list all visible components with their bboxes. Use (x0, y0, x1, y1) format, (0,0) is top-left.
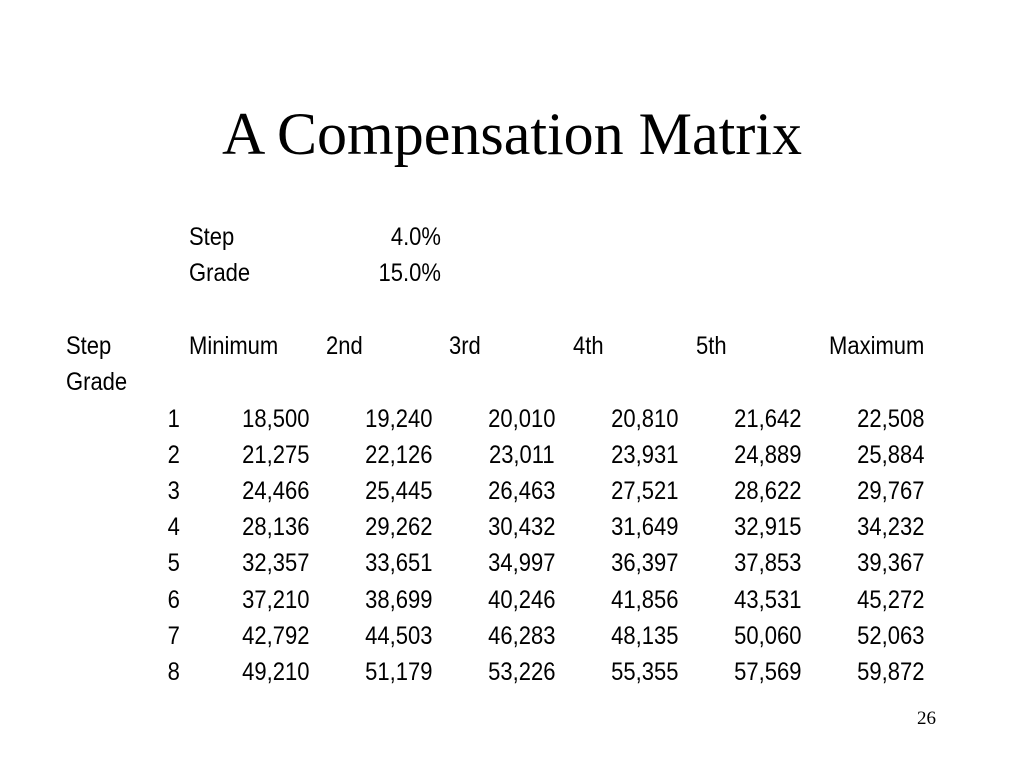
salary-cell: 43,531 (733, 586, 801, 614)
salary-cell: 34,232 (856, 513, 924, 541)
salary-cell: 46,283 (487, 622, 555, 650)
param-step-label: Step (189, 223, 235, 251)
salary-cell: 23,011 (489, 441, 555, 469)
salary-cell: 20,810 (610, 405, 678, 433)
salary-cell: 22,126 (364, 441, 432, 469)
column-header-minimum: Minimum (189, 332, 279, 360)
grade-cell: 6 (167, 586, 180, 614)
salary-cell: 30,432 (487, 513, 555, 541)
salary-cell: 25,445 (364, 477, 432, 505)
param-step-value: 4.0% (390, 223, 441, 251)
salary-cell: 44,503 (364, 622, 432, 650)
salary-cell: 41,856 (610, 586, 678, 614)
salary-cell: 37,210 (241, 586, 309, 614)
page-title: A Compensation Matrix (222, 101, 802, 167)
salary-cell: 29,262 (364, 513, 432, 541)
salary-cell: 39,367 (856, 549, 924, 577)
salary-cell: 28,622 (733, 477, 801, 505)
salary-cell: 50,060 (733, 622, 801, 650)
salary-cell: 21,275 (241, 441, 309, 469)
column-header-3rd: 3rd (449, 332, 481, 360)
salary-cell: 19,240 (364, 405, 432, 433)
salary-cell: 24,889 (733, 441, 801, 469)
salary-cell: 49,210 (241, 658, 309, 686)
row-header-grade: Grade (66, 368, 128, 396)
salary-cell: 22,508 (856, 405, 924, 433)
salary-cell: 59,872 (856, 658, 924, 686)
grade-cell: 5 (167, 549, 180, 577)
salary-cell: 52,063 (856, 622, 924, 650)
salary-cell: 33,651 (364, 549, 432, 577)
column-header-2nd: 2nd (326, 332, 363, 360)
salary-cell: 26,463 (487, 477, 555, 505)
grade-cell: 4 (167, 513, 180, 541)
param-grade-label: Grade (189, 259, 251, 287)
salary-cell: 21,642 (733, 405, 801, 433)
salary-cell: 40,246 (487, 586, 555, 614)
column-header-maximum: Maximum (828, 332, 924, 360)
salary-cell: 27,521 (610, 477, 678, 505)
salary-cell: 36,397 (610, 549, 678, 577)
grade-cell: 1 (167, 405, 180, 433)
salary-cell: 29,767 (856, 477, 924, 505)
salary-cell: 32,357 (241, 549, 309, 577)
salary-cell: 51,179 (364, 658, 432, 686)
salary-cell: 28,136 (241, 513, 309, 541)
salary-cell: 18,500 (241, 405, 309, 433)
salary-cell: 37,853 (733, 549, 801, 577)
salary-cell: 53,226 (487, 658, 555, 686)
salary-cell: 20,010 (487, 405, 555, 433)
column-header-4th: 4th (573, 332, 604, 360)
salary-cell: 32,915 (733, 513, 801, 541)
salary-cell: 57,569 (733, 658, 801, 686)
grade-cell: 3 (167, 477, 180, 505)
grade-cell: 2 (167, 441, 180, 469)
salary-cell: 25,884 (856, 441, 924, 469)
grade-cell: 7 (167, 622, 180, 650)
salary-cell: 45,272 (856, 586, 924, 614)
param-grade-value: 15.0% (378, 259, 441, 287)
salary-cell: 34,997 (487, 549, 555, 577)
page-number: 26 (917, 708, 936, 729)
salary-cell: 31,649 (610, 513, 678, 541)
salary-cell: 23,931 (610, 441, 678, 469)
grade-cell: 8 (167, 658, 180, 686)
column-header-5th: 5th (696, 332, 727, 360)
salary-cell: 38,699 (364, 586, 432, 614)
row-header-step: Step (66, 332, 112, 360)
salary-cell: 48,135 (610, 622, 678, 650)
salary-cell: 24,466 (241, 477, 309, 505)
salary-cell: 55,355 (610, 658, 678, 686)
salary-cell: 42,792 (241, 622, 309, 650)
